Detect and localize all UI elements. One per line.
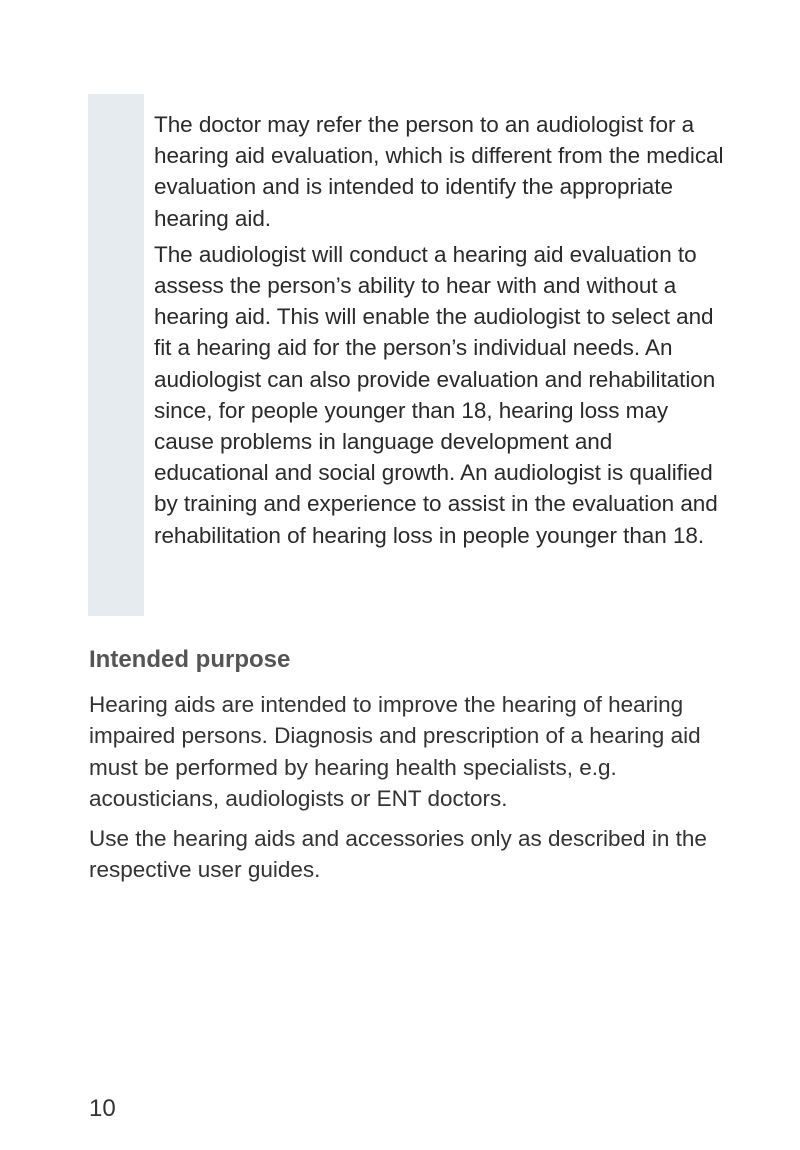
callout-text — [154, 109, 724, 556]
intended-purpose-body — [89, 689, 729, 895]
callout-side-bar — [88, 94, 144, 616]
callout-paragraph-referral: The doctor may refer the person to an audiologist for a hearing aid evaluation, which is different from the medical evaluation and is intended to identify the appropriate hearing aid. — [154, 112, 724, 231]
body-paragraph-purpose: Hearing aids are intended to improve the hearing of hearing impaired persons. Diagnosis and prescription of a hearing aid must be performed by hearing health specialists, e.g. acousticians, audiologists or ENT doctors. — [89, 692, 701, 811]
section-heading: Intended purpose — [89, 646, 291, 673]
callout-paragraph-evaluation: The audiologist will conduct a hearing aid evaluation to assess the person’s ability to hear with and without a hearing aid. This will enable the audiologist to select and fit a hearing aid for the person’s individual needs. An audiologist can also provide evaluation and rehabilitation since, for people younger than 18, hearing loss may cause problems in language development and educational and social growth. An audiologist is qualified by training and experience to assist in the evaluation and rehabilitation of hearing loss in people younger than 18. — [154, 241, 718, 548]
body-paragraph-usage: Use the hearing aids and accessories only as described in the respective user guides. — [89, 826, 707, 883]
page-number: 10 — [89, 1095, 116, 1122]
